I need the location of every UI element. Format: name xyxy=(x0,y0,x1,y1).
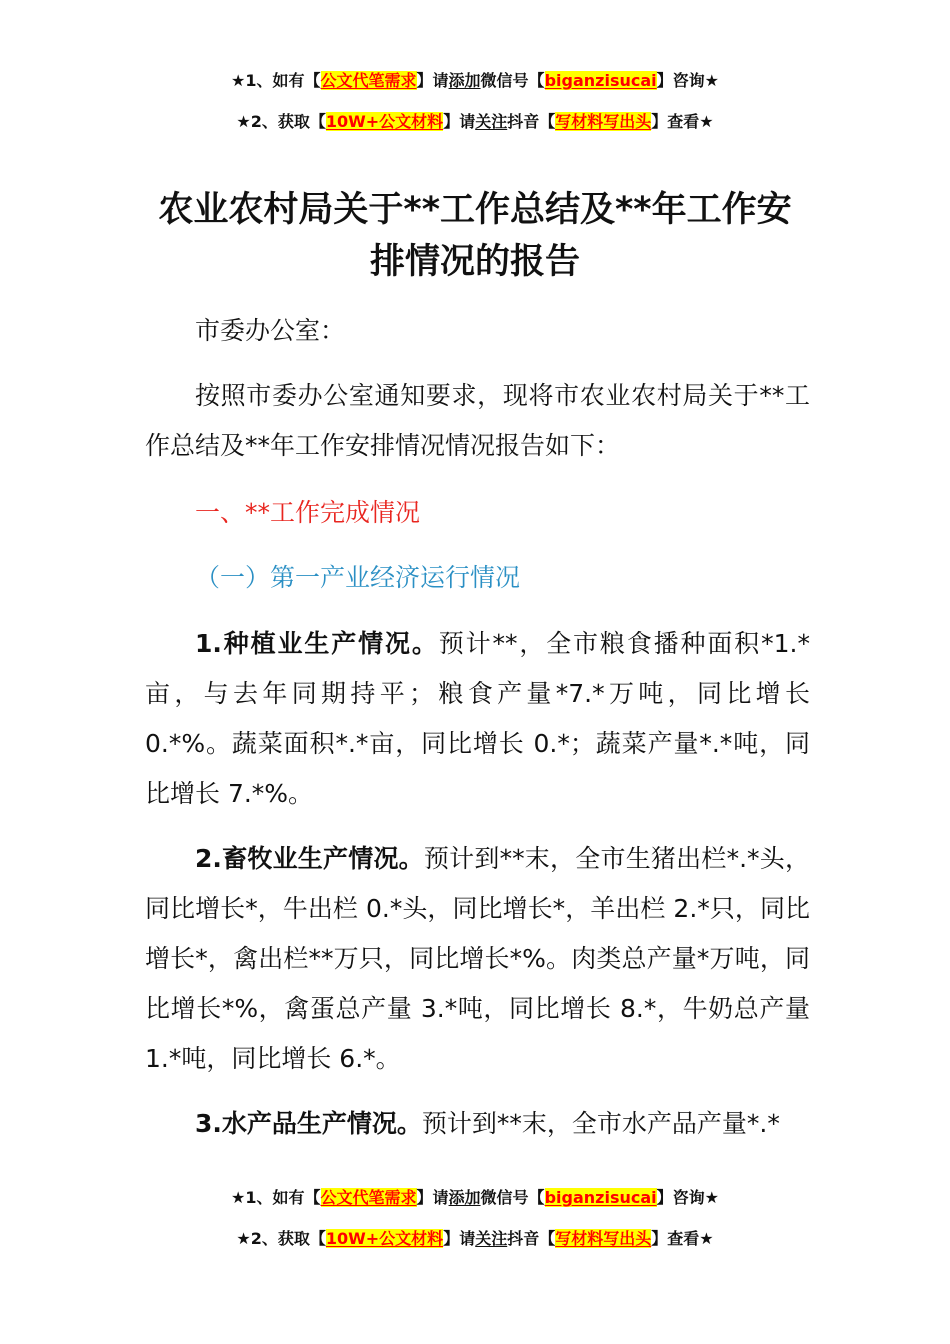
banner-highlight: 公文代笔需求 xyxy=(320,1188,417,1207)
paragraph-livestock xyxy=(145,834,810,1084)
salutation: 市委办公室： xyxy=(195,316,346,345)
banner-highlight: 公文代笔需求 xyxy=(320,71,417,90)
banner-douyin-id: 写材料写出头 xyxy=(555,112,652,131)
paragraph-text: 预计到**末，全市水产品产量*.* xyxy=(421,1109,780,1138)
paragraph-lead: 3.水产品生产情况。 xyxy=(195,1109,422,1138)
document-title xyxy=(145,184,805,288)
banner-highlight: 10W+公文材料 xyxy=(325,112,444,131)
banner-underline: 添加 xyxy=(448,71,481,90)
subsection-heading-1: （一）第一产业经济运行情况 xyxy=(195,563,521,592)
banner-underline: 添加 xyxy=(448,1188,481,1207)
banner-douyin-id: 写材料写出头 xyxy=(555,1229,652,1248)
top-banner-line-1: ★1、如有【公文代笔需求】请添加微信号【biganzisucai】咨询★ xyxy=(231,71,719,90)
top-banner-line-2: ★2、获取【10W+公文材料】请关注抖音【写材料写出头】查看★ xyxy=(236,112,714,131)
section-heading-1: 一、**工作完成情况 xyxy=(195,498,421,527)
paragraph-planting xyxy=(145,619,810,819)
intro-paragraph: 按照市委办公室通知要求，现将市农业农村局关于**工作总结及**年工作安排情况情况报告如下： xyxy=(145,381,810,460)
banner-wechat-id: biganzisucai xyxy=(544,1188,657,1207)
bottom-banner-line-2: ★2、获取【10W+公文材料】请关注抖音【写材料写出头】查看★ xyxy=(236,1229,714,1248)
banner-underline: 关注 xyxy=(475,112,508,131)
title-line-1: 农业农村局关于**工作总结及**年工作安 xyxy=(158,190,792,230)
title-line-2: 排情况的报告 xyxy=(369,242,580,282)
paragraph-text: 预计**，全市粮食播种面积*1.*亩，与去年同期持平；粮食产量*7.*万吨，同比增长 0.*%。蔬菜面积*.*亩，同比增长 0.*；蔬菜产量*.*吨，同比增长 7.*%。 xyxy=(145,629,810,808)
paragraph-lead: 1.种植业生产情况。 xyxy=(195,629,439,658)
banner-underline: 关注 xyxy=(475,1229,508,1248)
banner-highlight: 10W+公文材料 xyxy=(325,1229,444,1248)
paragraph-text: 预计到**末，全市生猪出栏*.*头，同比增长*，牛出栏 0.*头，同比增长*，羊出栏 2.*只，同比增长*，禽出栏**万只，同比增长*%。肉类总产量*万吨，同比增长*%，禽蛋总产量 3.*吨，同比增长 8.*，牛奶总产量 1.*吨，同比增长 6.*。 xyxy=(145,844,810,1073)
banner-wechat-id: biganzisucai xyxy=(544,71,657,90)
paragraph-lead: 2.畜牧业生产情况。 xyxy=(195,844,424,873)
bottom-banner-line-1: ★1、如有【公文代笔需求】请添加微信号【biganzisucai】咨询★ xyxy=(231,1188,719,1207)
paragraph-aquatic xyxy=(145,1099,810,1149)
